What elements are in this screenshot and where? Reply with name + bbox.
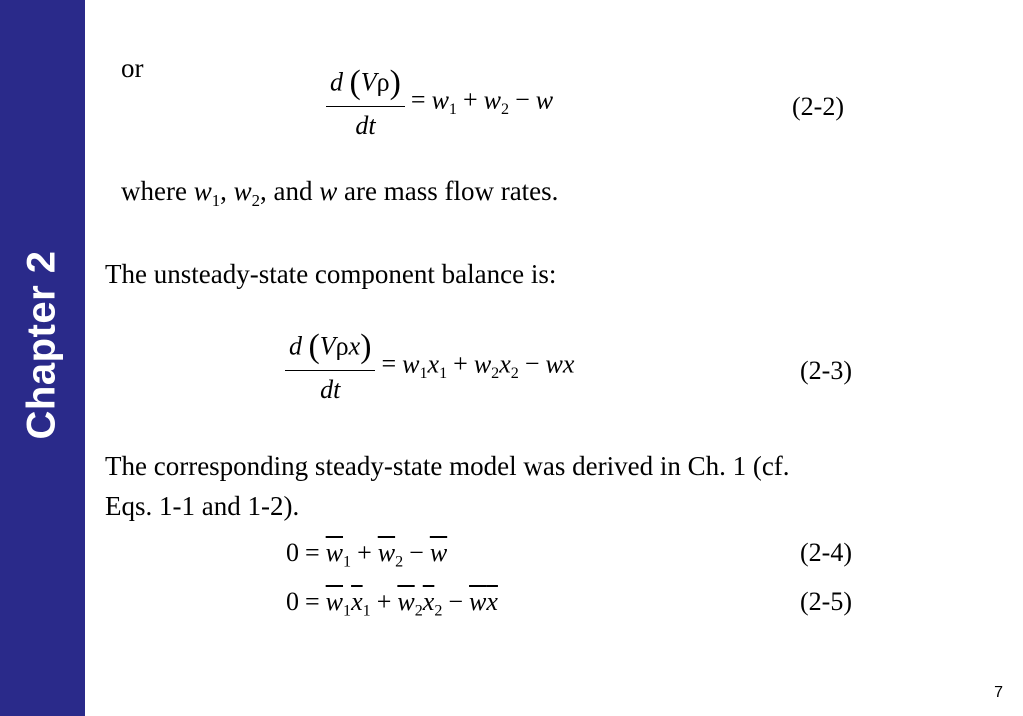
equation-2-2: $\frac{d (V\rho)}{dt}$ = $w_1 + w_2 - w$ [326, 64, 553, 141]
intro-word: or [121, 53, 144, 83]
equation-number-2-3: (2-3) [800, 356, 852, 385]
chapter-label: Chapter 2 [19, 250, 64, 440]
equation-2-5: $0 = \overline{w}_1\overline{x}_1 + \overline{w}_2\overline{x}_2 - \overline{w}\overline{x}$ [286, 587, 498, 620]
equation-number-2-5: (2-5) [800, 587, 852, 616]
steady-state-text-line2: Eqs. 1-1 and 1-2). [105, 491, 300, 521]
steady-state-text-line1: The corresponding steady-state model was derived in Ch. 1 (cf. [105, 451, 790, 481]
fraction: $\frac{\text{d (Vρx)}}{dt}$ [285, 328, 375, 405]
fraction: $\frac{d (V\rho)}{dt}$ [326, 64, 405, 141]
chapter-sidebar [0, 0, 85, 716]
equation-2-4: $0 = \overline{w}_1 + \overline{w}_2 - \overline{w}$ [286, 538, 448, 571]
where-line: where $w_1$, $w_2$, and w are mass flow rates. [121, 176, 559, 210]
component-balance-text: The unsteady-state component balance is: [105, 259, 557, 289]
equation-number-2-4: (2-4) [800, 538, 852, 567]
page-number: 7 [994, 684, 1003, 701]
equation-2-3: $\frac{\text{d (Vρx)}}{dt}$ = $w_1x_1 + w_2x_2$ − wx [285, 328, 574, 405]
equation-number-2-2: (2-2) [792, 92, 844, 121]
